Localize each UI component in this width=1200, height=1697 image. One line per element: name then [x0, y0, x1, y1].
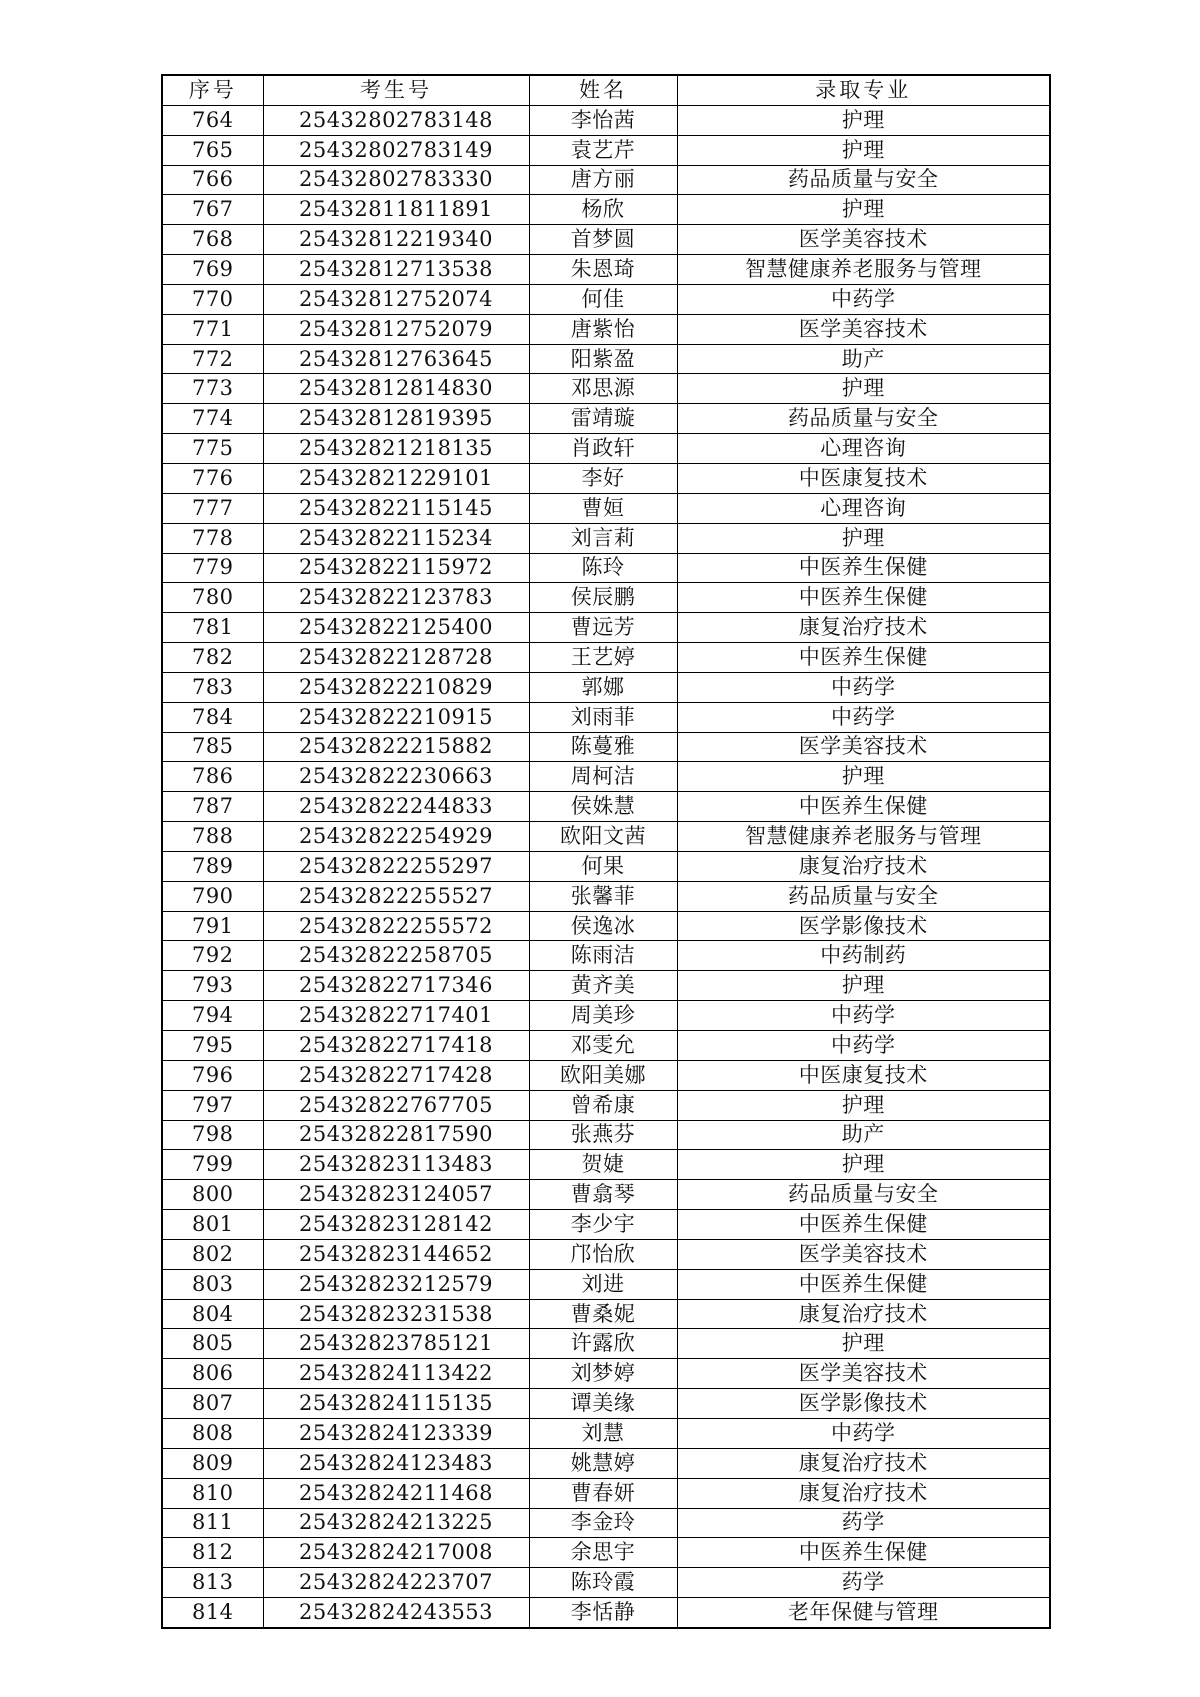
- cell-major: 护理: [677, 1090, 1050, 1120]
- cell-exam-id: 25432822230663: [263, 762, 529, 792]
- table-row: [162, 105, 1050, 135]
- cell-exam-id: 25432824223707: [263, 1568, 529, 1598]
- cell-seq: 803: [162, 1269, 263, 1299]
- cell-seq: 786: [162, 762, 263, 792]
- cell-exam-id: 25432823231538: [263, 1299, 529, 1329]
- cell-name: 侯辰鹏: [529, 583, 677, 613]
- table-row: [162, 434, 1050, 464]
- table-row: [162, 1538, 1050, 1568]
- cell-seq: 767: [162, 195, 263, 225]
- cell-exam-id: 25432812752074: [263, 284, 529, 314]
- table-row: [162, 1060, 1050, 1090]
- cell-name: 何果: [529, 851, 677, 881]
- cell-name: 姚慧婷: [529, 1448, 677, 1478]
- cell-major: 药品质量与安全: [677, 404, 1050, 434]
- table-row: [162, 1150, 1050, 1180]
- cell-name: 贺婕: [529, 1150, 677, 1180]
- cell-exam-id: 25432822717401: [263, 1001, 529, 1031]
- cell-exam-id: 25432812814830: [263, 374, 529, 404]
- cell-name: 谭美缘: [529, 1389, 677, 1419]
- cell-exam-id: 25432822717418: [263, 1031, 529, 1061]
- cell-exam-id: 25432823212579: [263, 1269, 529, 1299]
- table-row: [162, 583, 1050, 613]
- cell-major: 康复治疗技术: [677, 613, 1050, 643]
- table-row: [162, 195, 1050, 225]
- cell-exam-id: 25432822255527: [263, 881, 529, 911]
- cell-seq: 789: [162, 851, 263, 881]
- cell-seq: 792: [162, 941, 263, 971]
- header-row: [162, 75, 1050, 105]
- table-row: [162, 493, 1050, 523]
- cell-exam-id: 25432822128728: [263, 643, 529, 673]
- table-row: [162, 643, 1050, 673]
- cell-exam-id: 25432823113483: [263, 1150, 529, 1180]
- cell-exam-id: 25432824243553: [263, 1598, 529, 1628]
- cell-seq: 771: [162, 314, 263, 344]
- cell-seq: 770: [162, 284, 263, 314]
- cell-exam-id: 25432822767705: [263, 1090, 529, 1120]
- cell-exam-id: 25432822115145: [263, 493, 529, 523]
- cell-name: 周美珍: [529, 1001, 677, 1031]
- table-row: [162, 1120, 1050, 1150]
- cell-exam-id: 25432822215882: [263, 732, 529, 762]
- cell-name: 朱恩琦: [529, 255, 677, 285]
- cell-seq: 805: [162, 1329, 263, 1359]
- cell-name: 唐紫怡: [529, 314, 677, 344]
- cell-seq: 766: [162, 165, 263, 195]
- cell-exam-id: 25432812752079: [263, 314, 529, 344]
- cell-major: 医学美容技术: [677, 1359, 1050, 1389]
- cell-seq: 787: [162, 792, 263, 822]
- table-row: [162, 971, 1050, 1001]
- cell-major: 中药学: [677, 672, 1050, 702]
- cell-major: 护理: [677, 135, 1050, 165]
- cell-major: 中医康复技术: [677, 463, 1050, 493]
- cell-name: 曹翕琴: [529, 1180, 677, 1210]
- cell-exam-id: 25432802783330: [263, 165, 529, 195]
- table-row: [162, 1418, 1050, 1448]
- table-header: [162, 75, 1050, 105]
- table-row: [162, 1239, 1050, 1269]
- cell-major: 中医养生保健: [677, 1269, 1050, 1299]
- cell-exam-id: 25432812713538: [263, 255, 529, 285]
- cell-exam-id: 25432822255572: [263, 911, 529, 941]
- cell-major: 医学美容技术: [677, 225, 1050, 255]
- cell-exam-id: 25432824123483: [263, 1448, 529, 1478]
- cell-name: 刘梦婷: [529, 1359, 677, 1389]
- cell-seq: 795: [162, 1031, 263, 1061]
- table-row: [162, 762, 1050, 792]
- table-row: [162, 374, 1050, 404]
- cell-name: 何佳: [529, 284, 677, 314]
- cell-name: 曹远芳: [529, 613, 677, 643]
- admissions-table: [161, 74, 1051, 1629]
- table-row: [162, 1001, 1050, 1031]
- cell-exam-id: 25432823144652: [263, 1239, 529, 1269]
- cell-name: 袁艺芹: [529, 135, 677, 165]
- table-body: [162, 105, 1050, 1628]
- cell-major: 医学美容技术: [677, 1239, 1050, 1269]
- cell-major: 护理: [677, 762, 1050, 792]
- cell-name: 张燕芬: [529, 1120, 677, 1150]
- cell-major: 心理咨询: [677, 493, 1050, 523]
- cell-seq: 781: [162, 613, 263, 643]
- cell-major: 智慧健康养老服务与管理: [677, 255, 1050, 285]
- cell-name: 许露欣: [529, 1329, 677, 1359]
- cell-seq: 806: [162, 1359, 263, 1389]
- table-row: [162, 523, 1050, 553]
- cell-major: 助产: [677, 344, 1050, 374]
- cell-name: 侯逸冰: [529, 911, 677, 941]
- cell-exam-id: 25432824217008: [263, 1538, 529, 1568]
- cell-exam-id: 25432822210915: [263, 702, 529, 732]
- cell-exam-id: 25432824211468: [263, 1478, 529, 1508]
- cell-seq: 779: [162, 553, 263, 583]
- cell-exam-id: 25432822258705: [263, 941, 529, 971]
- cell-exam-id: 25432822254929: [263, 822, 529, 852]
- cell-exam-id: 25432822717428: [263, 1060, 529, 1090]
- cell-major: 智慧健康养老服务与管理: [677, 822, 1050, 852]
- cell-name: 刘进: [529, 1269, 677, 1299]
- cell-exam-id: 25432824113422: [263, 1359, 529, 1389]
- cell-exam-id: 25432823785121: [263, 1329, 529, 1359]
- table-row: [162, 255, 1050, 285]
- cell-name: 曹桑妮: [529, 1299, 677, 1329]
- table-row: [162, 165, 1050, 195]
- cell-name: 邓思源: [529, 374, 677, 404]
- cell-name: 刘雨菲: [529, 702, 677, 732]
- cell-seq: 769: [162, 255, 263, 285]
- table-row: [162, 1508, 1050, 1538]
- cell-major: 老年保健与管理: [677, 1598, 1050, 1628]
- cell-seq: 804: [162, 1299, 263, 1329]
- table-row: [162, 1299, 1050, 1329]
- cell-major: 药学: [677, 1568, 1050, 1598]
- table-row: [162, 702, 1050, 732]
- cell-name: 唐方丽: [529, 165, 677, 195]
- cell-seq: 780: [162, 583, 263, 613]
- cell-seq: 793: [162, 971, 263, 1001]
- cell-major: 药品质量与安全: [677, 881, 1050, 911]
- cell-name: 陈雨洁: [529, 941, 677, 971]
- cell-exam-id: 25432822717346: [263, 971, 529, 1001]
- cell-seq: 784: [162, 702, 263, 732]
- cell-seq: 794: [162, 1001, 263, 1031]
- table-row: [162, 135, 1050, 165]
- cell-major: 中药学: [677, 1001, 1050, 1031]
- cell-seq: 785: [162, 732, 263, 762]
- cell-name: 李金玲: [529, 1508, 677, 1538]
- cell-exam-id: 25432812219340: [263, 225, 529, 255]
- table-row: [162, 1389, 1050, 1419]
- cell-major: 医学美容技术: [677, 732, 1050, 762]
- cell-major: 中药学: [677, 284, 1050, 314]
- cell-name: 李好: [529, 463, 677, 493]
- cell-seq: 776: [162, 463, 263, 493]
- table-row: [162, 941, 1050, 971]
- cell-exam-id: 25432824213225: [263, 1508, 529, 1538]
- cell-exam-id: 25432823128142: [263, 1210, 529, 1240]
- cell-major: 中医养生保健: [677, 643, 1050, 673]
- cell-major: 康复治疗技术: [677, 1448, 1050, 1478]
- cell-exam-id: 25432821229101: [263, 463, 529, 493]
- table-row: [162, 1031, 1050, 1061]
- table-row: [162, 1598, 1050, 1628]
- cell-exam-id: 25432822115972: [263, 553, 529, 583]
- cell-exam-id: 25432821218135: [263, 434, 529, 464]
- cell-name: 阳紫盈: [529, 344, 677, 374]
- cell-name: 李恬静: [529, 1598, 677, 1628]
- cell-seq: 768: [162, 225, 263, 255]
- cell-name: 陈蔓雅: [529, 732, 677, 762]
- cell-name: 李怡茜: [529, 105, 677, 135]
- header-name: 姓名: [529, 75, 677, 105]
- table-row: [162, 613, 1050, 643]
- cell-exam-id: 25432824115135: [263, 1389, 529, 1419]
- cell-seq: 802: [162, 1239, 263, 1269]
- cell-exam-id: 25432802783149: [263, 135, 529, 165]
- cell-seq: 777: [162, 493, 263, 523]
- cell-seq: 808: [162, 1418, 263, 1448]
- cell-exam-id: 25432812763645: [263, 344, 529, 374]
- table-row: [162, 344, 1050, 374]
- cell-name: 李少宇: [529, 1210, 677, 1240]
- cell-name: 陈玲霞: [529, 1568, 677, 1598]
- cell-major: 药学: [677, 1508, 1050, 1538]
- cell-exam-id: 25432802783148: [263, 105, 529, 135]
- cell-name: 刘言莉: [529, 523, 677, 553]
- cell-major: 护理: [677, 1329, 1050, 1359]
- cell-name: 黄齐美: [529, 971, 677, 1001]
- cell-major: 护理: [677, 195, 1050, 225]
- cell-major: 护理: [677, 971, 1050, 1001]
- cell-major: 医学影像技术: [677, 1389, 1050, 1419]
- cell-exam-id: 25432812819395: [263, 404, 529, 434]
- table-row: [162, 851, 1050, 881]
- cell-major: 护理: [677, 523, 1050, 553]
- cell-major: 中医养生保健: [677, 792, 1050, 822]
- table-row: [162, 732, 1050, 762]
- table-row: [162, 1180, 1050, 1210]
- cell-major: 康复治疗技术: [677, 851, 1050, 881]
- cell-major: 医学影像技术: [677, 911, 1050, 941]
- cell-name: 郭娜: [529, 672, 677, 702]
- cell-exam-id: 25432822115234: [263, 523, 529, 553]
- cell-seq: 814: [162, 1598, 263, 1628]
- cell-exam-id: 25432822210829: [263, 672, 529, 702]
- table-row: [162, 822, 1050, 852]
- cell-name: 张馨菲: [529, 881, 677, 911]
- cell-exam-id: 25432822125400: [263, 613, 529, 643]
- cell-exam-id: 25432824123339: [263, 1418, 529, 1448]
- cell-name: 王艺婷: [529, 643, 677, 673]
- cell-major: 护理: [677, 374, 1050, 404]
- cell-major: 医学美容技术: [677, 314, 1050, 344]
- table-row: [162, 1090, 1050, 1120]
- cell-major: 中医康复技术: [677, 1060, 1050, 1090]
- cell-seq: 790: [162, 881, 263, 911]
- table-row: [162, 881, 1050, 911]
- cell-seq: 791: [162, 911, 263, 941]
- cell-major: 中药学: [677, 1031, 1050, 1061]
- cell-name: 陈玲: [529, 553, 677, 583]
- table-row: [162, 553, 1050, 583]
- cell-exam-id: 25432822244833: [263, 792, 529, 822]
- cell-major: 药品质量与安全: [677, 1180, 1050, 1210]
- header-major: 录取专业: [677, 75, 1050, 105]
- cell-name: 周柯洁: [529, 762, 677, 792]
- table-row: [162, 672, 1050, 702]
- table-row: [162, 792, 1050, 822]
- cell-name: 欧阳文茜: [529, 822, 677, 852]
- cell-seq: 775: [162, 434, 263, 464]
- table-row: [162, 1359, 1050, 1389]
- cell-seq: 765: [162, 135, 263, 165]
- cell-name: 欧阳美娜: [529, 1060, 677, 1090]
- cell-name: 余思宇: [529, 1538, 677, 1568]
- header-exam-id: 考生号: [263, 75, 529, 105]
- cell-name: 刘慧: [529, 1418, 677, 1448]
- cell-name: 杨欣: [529, 195, 677, 225]
- cell-name: 雷靖璇: [529, 404, 677, 434]
- table-row: [162, 1210, 1050, 1240]
- cell-major: 中医养生保健: [677, 1538, 1050, 1568]
- cell-seq: 813: [162, 1568, 263, 1598]
- cell-major: 康复治疗技术: [677, 1478, 1050, 1508]
- cell-exam-id: 25432822817590: [263, 1120, 529, 1150]
- cell-major: 护理: [677, 105, 1050, 135]
- cell-name: 邓雯允: [529, 1031, 677, 1061]
- cell-seq: 772: [162, 344, 263, 374]
- cell-major: 药品质量与安全: [677, 165, 1050, 195]
- table-row: [162, 1329, 1050, 1359]
- table-row: [162, 284, 1050, 314]
- table-row: [162, 1478, 1050, 1508]
- cell-seq: 773: [162, 374, 263, 404]
- cell-seq: 807: [162, 1389, 263, 1419]
- cell-seq: 782: [162, 643, 263, 673]
- cell-seq: 801: [162, 1210, 263, 1240]
- cell-seq: 812: [162, 1538, 263, 1568]
- cell-major: 助产: [677, 1120, 1050, 1150]
- table-row: [162, 225, 1050, 255]
- cell-major: 中医养生保健: [677, 1210, 1050, 1240]
- cell-seq: 809: [162, 1448, 263, 1478]
- table-row: [162, 463, 1050, 493]
- table-row: [162, 1448, 1050, 1478]
- cell-major: 中药制药: [677, 941, 1050, 971]
- table-row: [162, 404, 1050, 434]
- cell-major: 中医养生保健: [677, 583, 1050, 613]
- cell-major: 康复治疗技术: [677, 1299, 1050, 1329]
- cell-name: 首梦圆: [529, 225, 677, 255]
- cell-seq: 788: [162, 822, 263, 852]
- table-row: [162, 911, 1050, 941]
- header-seq: 序号: [162, 75, 263, 105]
- cell-name: 邝怡欣: [529, 1239, 677, 1269]
- cell-name: 曹春妍: [529, 1478, 677, 1508]
- cell-name: 侯姝慧: [529, 792, 677, 822]
- cell-major: 中药学: [677, 1418, 1050, 1448]
- cell-seq: 798: [162, 1120, 263, 1150]
- table-row: [162, 314, 1050, 344]
- cell-seq: 810: [162, 1478, 263, 1508]
- cell-seq: 797: [162, 1090, 263, 1120]
- cell-seq: 778: [162, 523, 263, 553]
- table-row: [162, 1568, 1050, 1598]
- cell-major: 护理: [677, 1150, 1050, 1180]
- cell-exam-id: 25432822255297: [263, 851, 529, 881]
- cell-name: 曾希康: [529, 1090, 677, 1120]
- cell-major: 中医养生保健: [677, 553, 1050, 583]
- cell-seq: 796: [162, 1060, 263, 1090]
- cell-name: 曹姮: [529, 493, 677, 523]
- cell-seq: 774: [162, 404, 263, 434]
- cell-seq: 764: [162, 105, 263, 135]
- document-page: [161, 74, 1049, 1629]
- cell-seq: 783: [162, 672, 263, 702]
- table-row: [162, 1269, 1050, 1299]
- cell-seq: 799: [162, 1150, 263, 1180]
- cell-exam-id: 25432811811891: [263, 195, 529, 225]
- cell-seq: 811: [162, 1508, 263, 1538]
- cell-name: 肖政轩: [529, 434, 677, 464]
- cell-seq: 800: [162, 1180, 263, 1210]
- cell-exam-id: 25432823124057: [263, 1180, 529, 1210]
- cell-exam-id: 25432822123783: [263, 583, 529, 613]
- cell-major: 中药学: [677, 702, 1050, 732]
- cell-major: 心理咨询: [677, 434, 1050, 464]
